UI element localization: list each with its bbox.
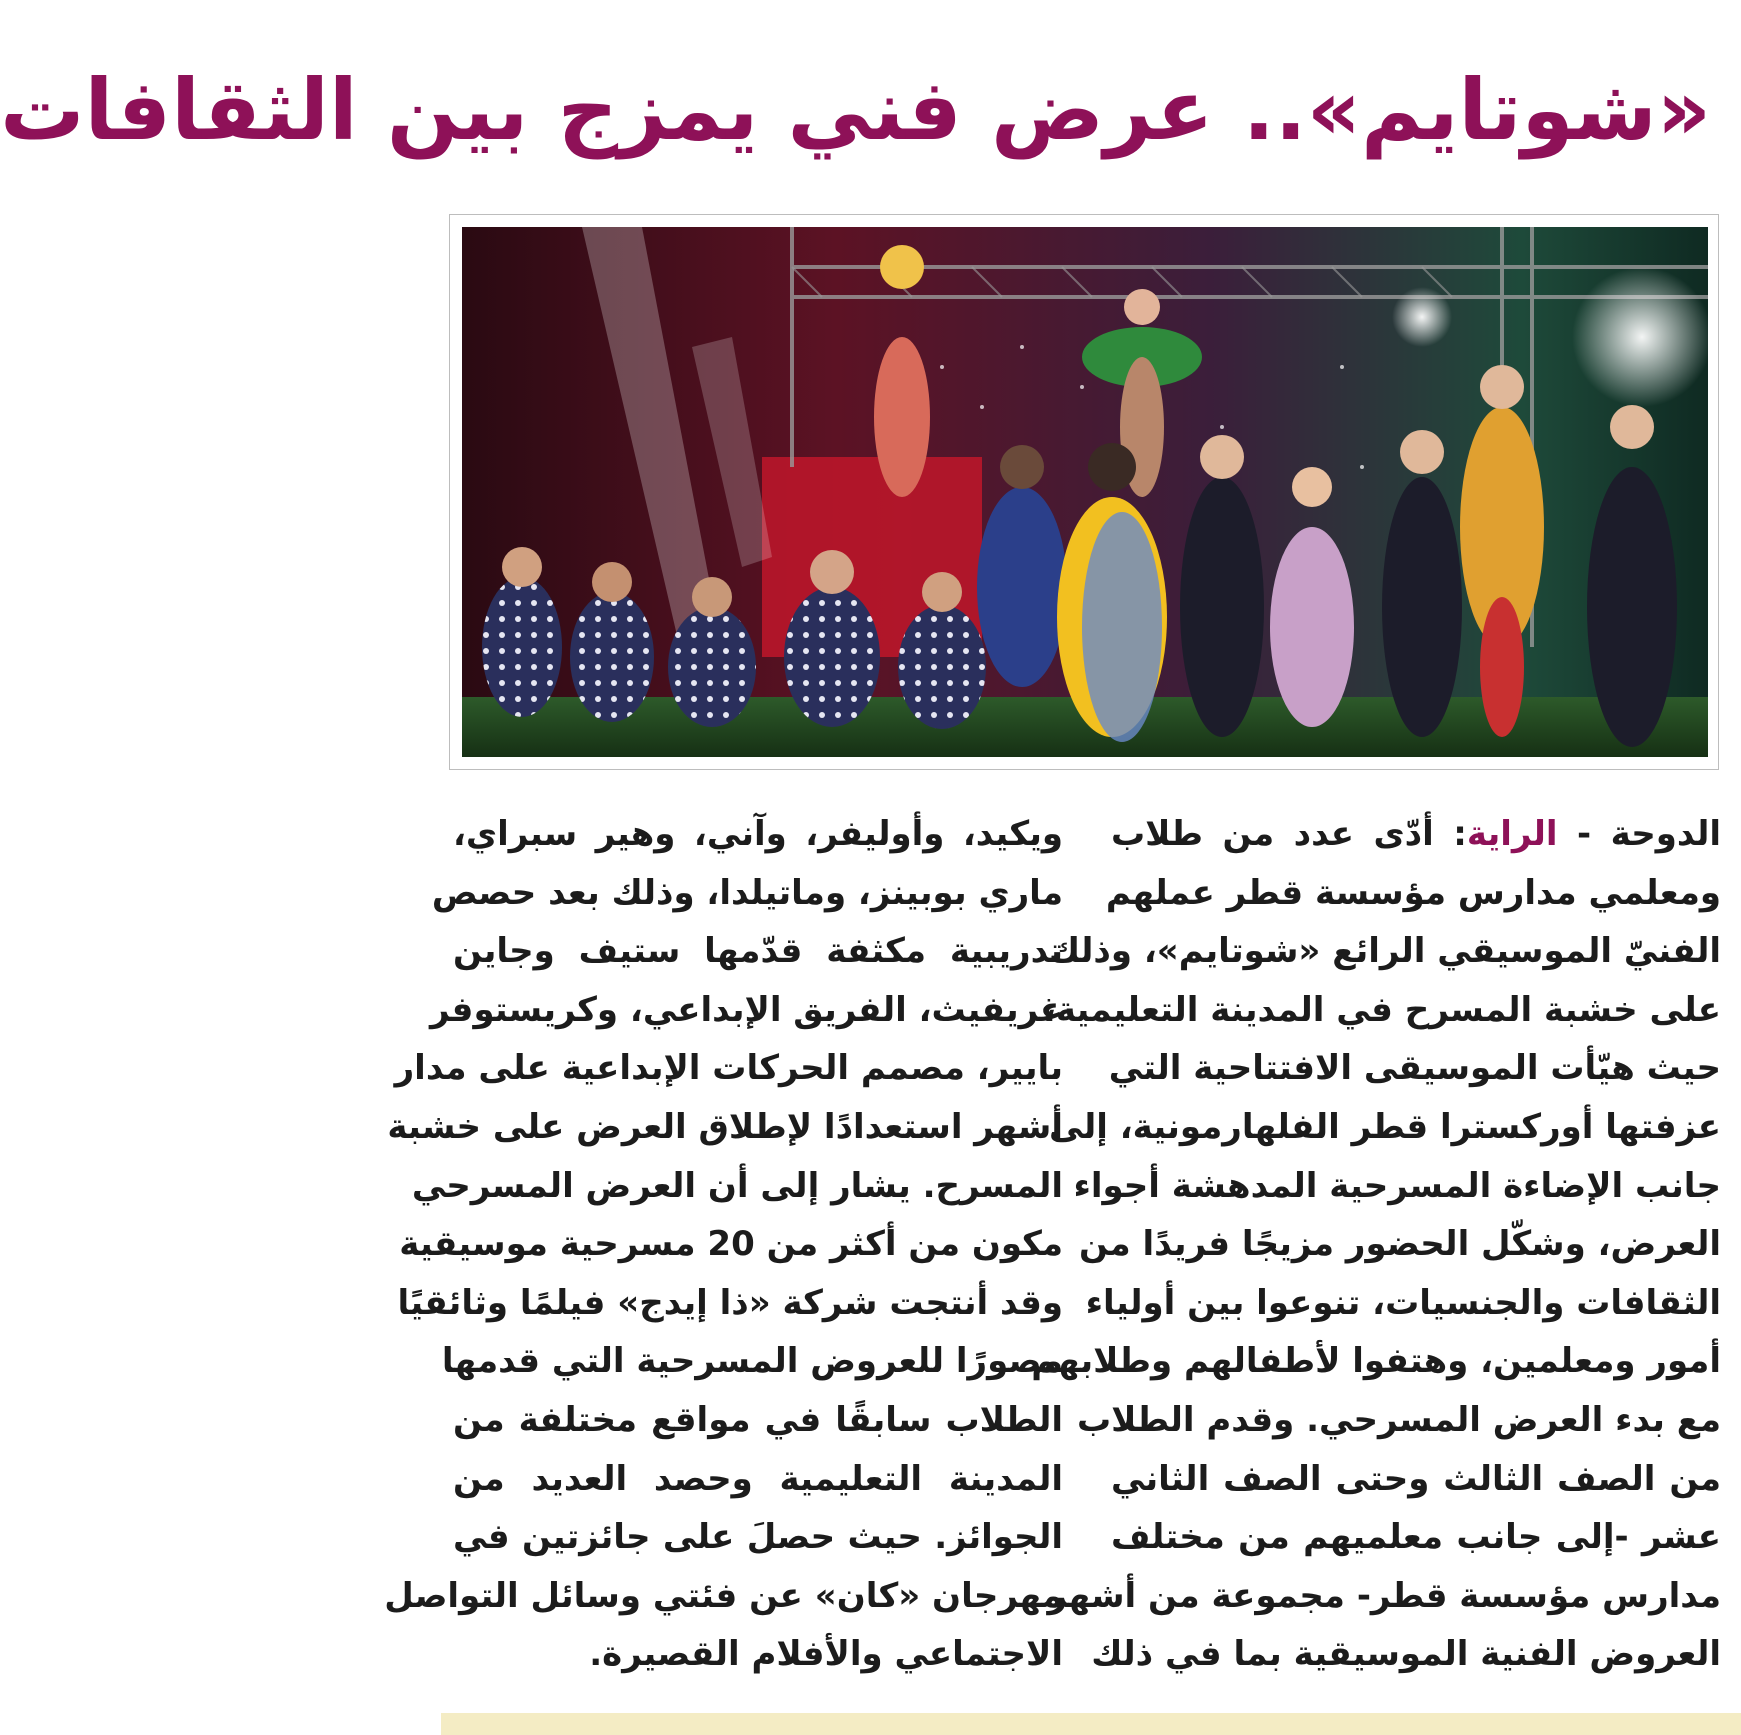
article-line: على خشبة المسرح في المدينة التعليمية، (1043, 989, 1721, 1030)
article-column-right (1031, 805, 1721, 1685)
article-line: مع بدء العرض المسرحي. وقدم الطلاب (1076, 1399, 1721, 1440)
article-line: العرض، وشكّل الحضور مزيجًا فريدًا من (1079, 1224, 1721, 1265)
article-line: جانب الإضاءة المسرحية المدهشة أجواء (1073, 1165, 1721, 1206)
article-line: مصورًا للعروض المسرحية التي قدمها (441, 1341, 1063, 1382)
article-line: غريفيث، الفريق الإبداعي، وكريستوفر (430, 989, 1063, 1030)
article-line: أشهر استعدادًا لإطلاق العرض على خشبة (387, 1106, 1063, 1147)
article-line: ويكيد، وأوليفر، وآني، وهير سبراي، (453, 814, 1063, 854)
article-line: المسرح. يشار إلى أن العرض المسرحي (411, 1165, 1063, 1206)
article-line: الطلاب سابقًا في مواقع مختلفة من (453, 1399, 1063, 1440)
article-line: وقد أنتجت شركة «ذا إيدج» فيلمًا وثائقيًا (397, 1282, 1063, 1323)
article-line: الفنيّ الموسيقي الرائع «شوتايم»، وذلك (1048, 931, 1721, 972)
article-line: مهرجان «كان» عن فئتي وسائل التواصل (384, 1575, 1063, 1616)
article-line: حيث هيّأت الموسيقى الافتتاحية التي (1108, 1048, 1721, 1089)
article-line: تدريبية مكثفة قدّمها ستيف وجاين (453, 931, 1063, 972)
article-line: من الصف الثالث وحتى الصف الثاني (1111, 1458, 1721, 1499)
dateline-source: الراية (1466, 814, 1558, 854)
stage-performance-photo (462, 227, 1708, 757)
article-line: ماري بوبينز، وماتيلدا، وذلك بعد حصص (431, 872, 1063, 913)
article-headline: «شوتايم».. عرض فني يمزج بين الثقافات (0, 61, 1711, 159)
article-line: عزفتها أوركسترا قطر الفلهارمونية، إلى (1049, 1106, 1721, 1147)
dateline-city: الدوحة - (1557, 814, 1721, 854)
article-line: العروض الفنية الموسيقية بما في ذلك (1091, 1634, 1721, 1675)
article-line: مدارس مؤسسة قطر- مجموعة من أشهر (1047, 1575, 1721, 1616)
article-line: بايير، مصمم الحركات الإبداعية على مدار (394, 1048, 1063, 1089)
article-line: الاجتماعي والأفلام القصيرة. (589, 1634, 1063, 1675)
footer-band (441, 1713, 1741, 1735)
article-line: المدينة التعليمية وحصد العديد من (453, 1458, 1063, 1499)
article-line: مكون من أكثر من 20 مسرحية موسيقية (399, 1224, 1063, 1265)
article-line: عشر -إلى جانب معلميهم من مختلف (1111, 1517, 1721, 1558)
article-line-text: : أدّى عدد من طلاب (1111, 814, 1467, 854)
article-column-left (384, 805, 1063, 1685)
article-line: أمور ومعلمين، وهتفوا لأطفالهم وطلابهم (1031, 1341, 1721, 1382)
article-line: الجوائز. حيث حصلَ على جائزتين في (453, 1517, 1063, 1558)
article-line (1111, 805, 1721, 864)
article-photo (449, 214, 1719, 770)
article-line: الثقافات والجنسيات، تنوعوا بين أولياء (1085, 1282, 1721, 1323)
article-line: ومعلمي مدارس مؤسسة قطر عملهم (1105, 872, 1721, 913)
